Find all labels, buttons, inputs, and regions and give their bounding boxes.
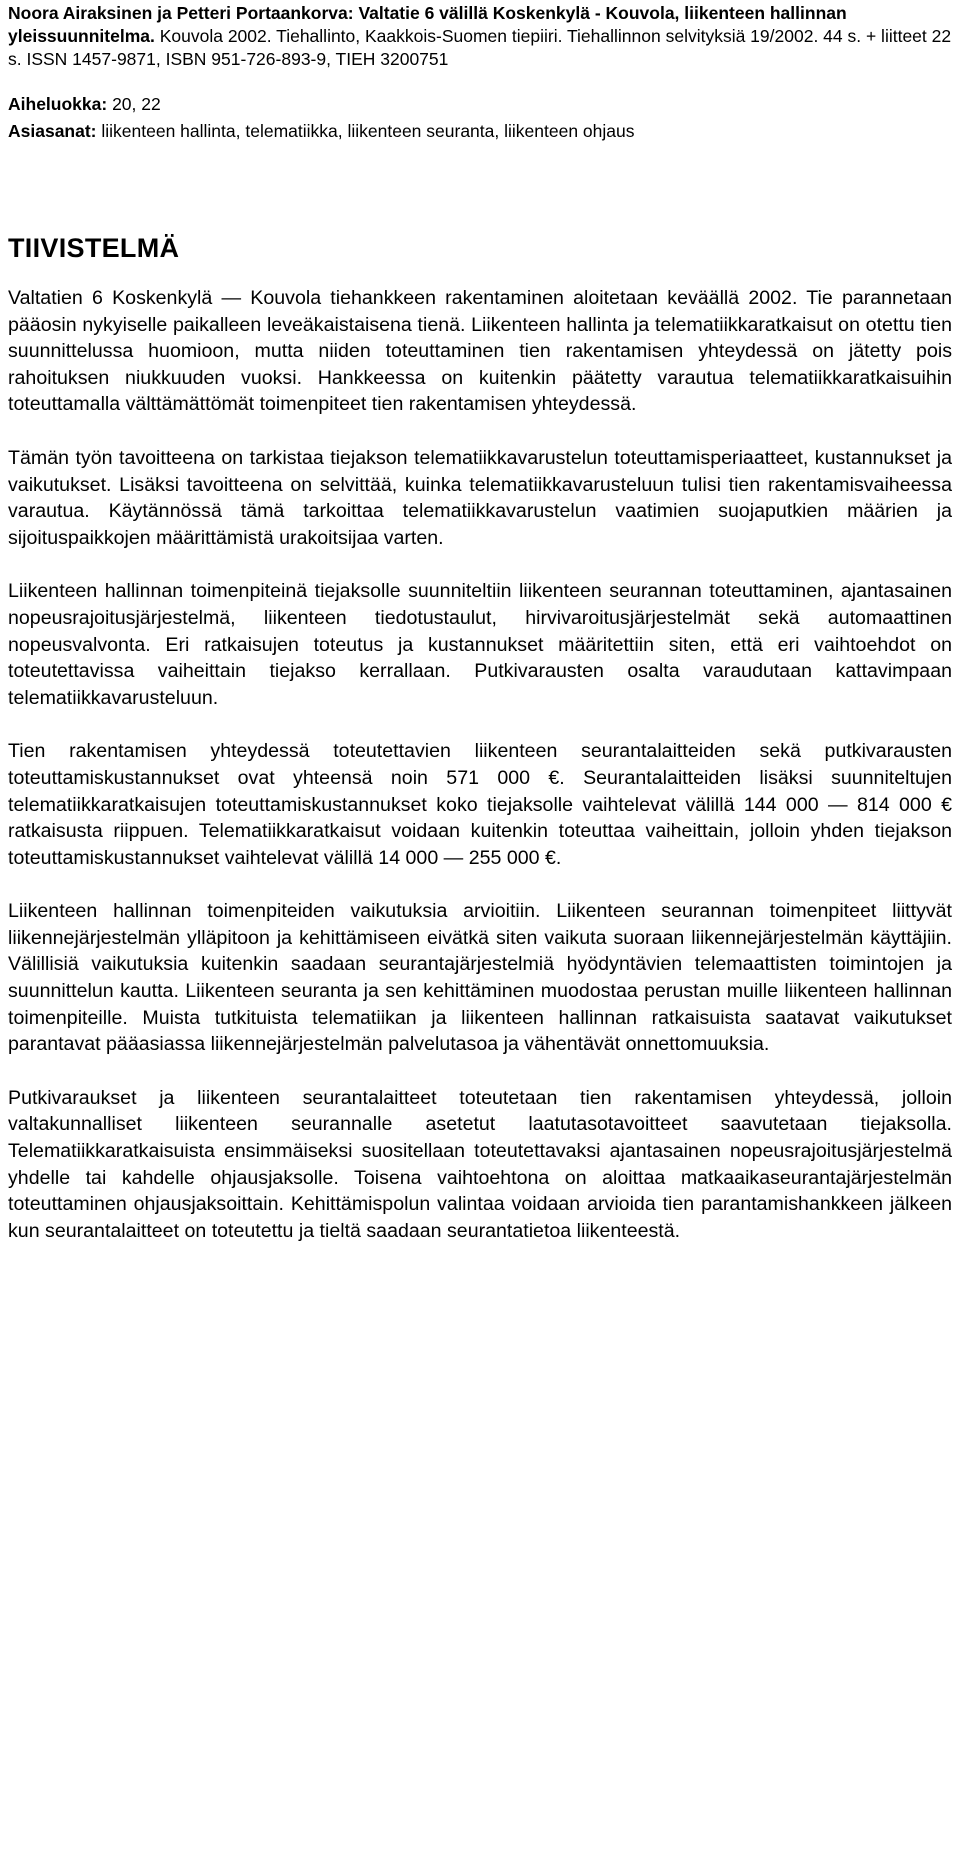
category-label: Aiheluokka: (8, 94, 108, 114)
header-authors-title: Noora Airaksinen ja Petteri Portaankorva: Valtatie 6 välillä Koskenkylä - Kouvola, liikenteen hallinnan yleissuunnitelma. (8, 3, 847, 46)
abstract-title: TIIVISTELMÄ (8, 233, 180, 263)
category-line (8, 91, 952, 118)
metadata-block (8, 91, 952, 145)
abstract-paragraph: Tien rakentamisen yhteydessä toteutettavien liikenteen seurantalaitteiden sekä putkivarausten toteuttamiskustannukset ovat yhteensä noin 571 000 €. Seurantalaitteiden lisäksi suunniteltujen telematiikkaratkaisujen toteuttamiskustannukset koko tiejaksolle vaihtelevat välillä 144 000 — 814 000 € ratkaisusta riippuen. Telematiikkaratkaisut voidaan kuitenkin toteuttaa vaiheittain, jolloin yhden tiejakson toteuttamiskustannukset vaihtelevat välillä 14 000 — 255 000 €. (8, 740, 952, 869)
bibliographic-header (8, 2, 952, 71)
abstract-paragraph: Liikenteen hallinnan toimenpiteiden vaikutuksia arvioitiin. Liikenteen seurannan toimenpiteet liittyvät liikennejärjestelmän ylläpitoon ja kehittämiseen eivätkä siten vaikuta suoraan liikennejärjestelmän käyttäjiin. Välillisiä vaikutuksia kuitenkin saadaan seurantajärjestelmiä hyödyntävien telemaattisten toimintojen ja suunnittelun kautta. Liikenteen seuranta ja sen kehittäminen muodostaa perustan muille liikenteen hallinnan toimenpiteille. Muista tutkituista telematiikan ja liikenteen hallinnan ratkaisuista saatavat vaikutukset parantavat pääasiassa liikennejärjestelmän palvelutasoa ja vähentävät onnettomuuksia. (8, 900, 952, 1056)
keywords-value: liikenteen hallinta, telematiikka, liikenteen seuranta, liikenteen ohjaus (96, 121, 635, 141)
abstract-paragraph: Putkivaraukset ja liikenteen seurantalaitteet toteutetaan tien rakentamisen yhteydessä, jolloin valtakunnalliset liikenteen seurannalle asetetut laatutasotavoitteet saavutetaan tiejaksolla. Telematiikkaratkaisuista ensimmäiseksi suositellaan toteutettavaksi ajantasainen nopeusrajoitusjärjestelmä yhdelle tai kahdelle ohjausjaksolle. Toisena vaihtoehtona on aloittaa matkaaikaseurantajärjestelmän toteuttaminen ohjausjaksoittain. Kehittämispolun valintaa voidaan arvioida tien parantamishankkeen jälkeen kun seurantalaitteet on toteutettu ja tieltä saadaan seurantatietoa liikenteestä. (8, 1086, 952, 1242)
document-page (8, 0, 952, 1244)
keywords-line (8, 118, 952, 145)
header-publication-info: Kouvola 2002. Tiehallinto, Kaakkois-Suomen tiepiiri. Tiehallinnon selvityksiä 19/2002. 44 s. + liitteet 22 s. ISSN 1457-9871, ISBN 951-726-893-9, TIEH 3200751 (8, 26, 952, 69)
abstract-paragraph: Valtatien 6 Koskenkylä — Kouvola tiehankkeen rakentaminen aloitetaan keväällä 2002. Tie parannetaan pääosin nykyiselle paikalleen leveäkaistaisena tienä. Liikenteen hallinta ja telematiikkaratkaisut on otettu tien suunnittelussa huomioon, mutta niiden toteuttaminen tien rakentamisen yhteydessä on jätetty pois rahoituksen niukkuuden vuoksi. Hankkeessa on kuitenkin päätetty varautua telematiikkaratkaisuihin toteuttamalla välttämättömät toimenpiteet tien rakentamisen yhteydessä. (8, 287, 952, 416)
abstract-paragraph: Tämän työn tavoitteena on tarkistaa tiejakson telematiikkavarustelun toteuttamisperiaatteet, kustannukset ja vaikutukset. Lisäksi tavoitteena on selvittää, kuinka telematiikkavarusteluun tulisi tien rakentamisvaiheessa varautua. Käytännössä tämä tarkoittaa telematiikkavarustelun vaatimien suojaputkien määrien ja sijoituspaikkojen määrittämistä urakoitsijaa varten. (8, 446, 952, 549)
category-value: 20, 22 (107, 94, 161, 114)
abstract-paragraph: Liikenteen hallinnan toimenpiteinä tiejaksolle suunniteltiin liikenteen seurannan toteuttaminen, ajantasainen nopeusrajoitusjärjestelmä, liikenteen tiedotustaulut, hirvivaroitusjärjestelmät sekä automaattinen nopeusvalvonta. Eri ratkaisujen toteutus ja kustannukset määritettiin siten, että eri vaihtoehdot on toteutettavissa vaiheittain tiejakso kerrallaan. Putkivarausten osalta varaudutaan kattavimpaan telematiikkavarusteluun. (8, 580, 952, 709)
keywords-label: Asiasanat: (8, 121, 97, 141)
